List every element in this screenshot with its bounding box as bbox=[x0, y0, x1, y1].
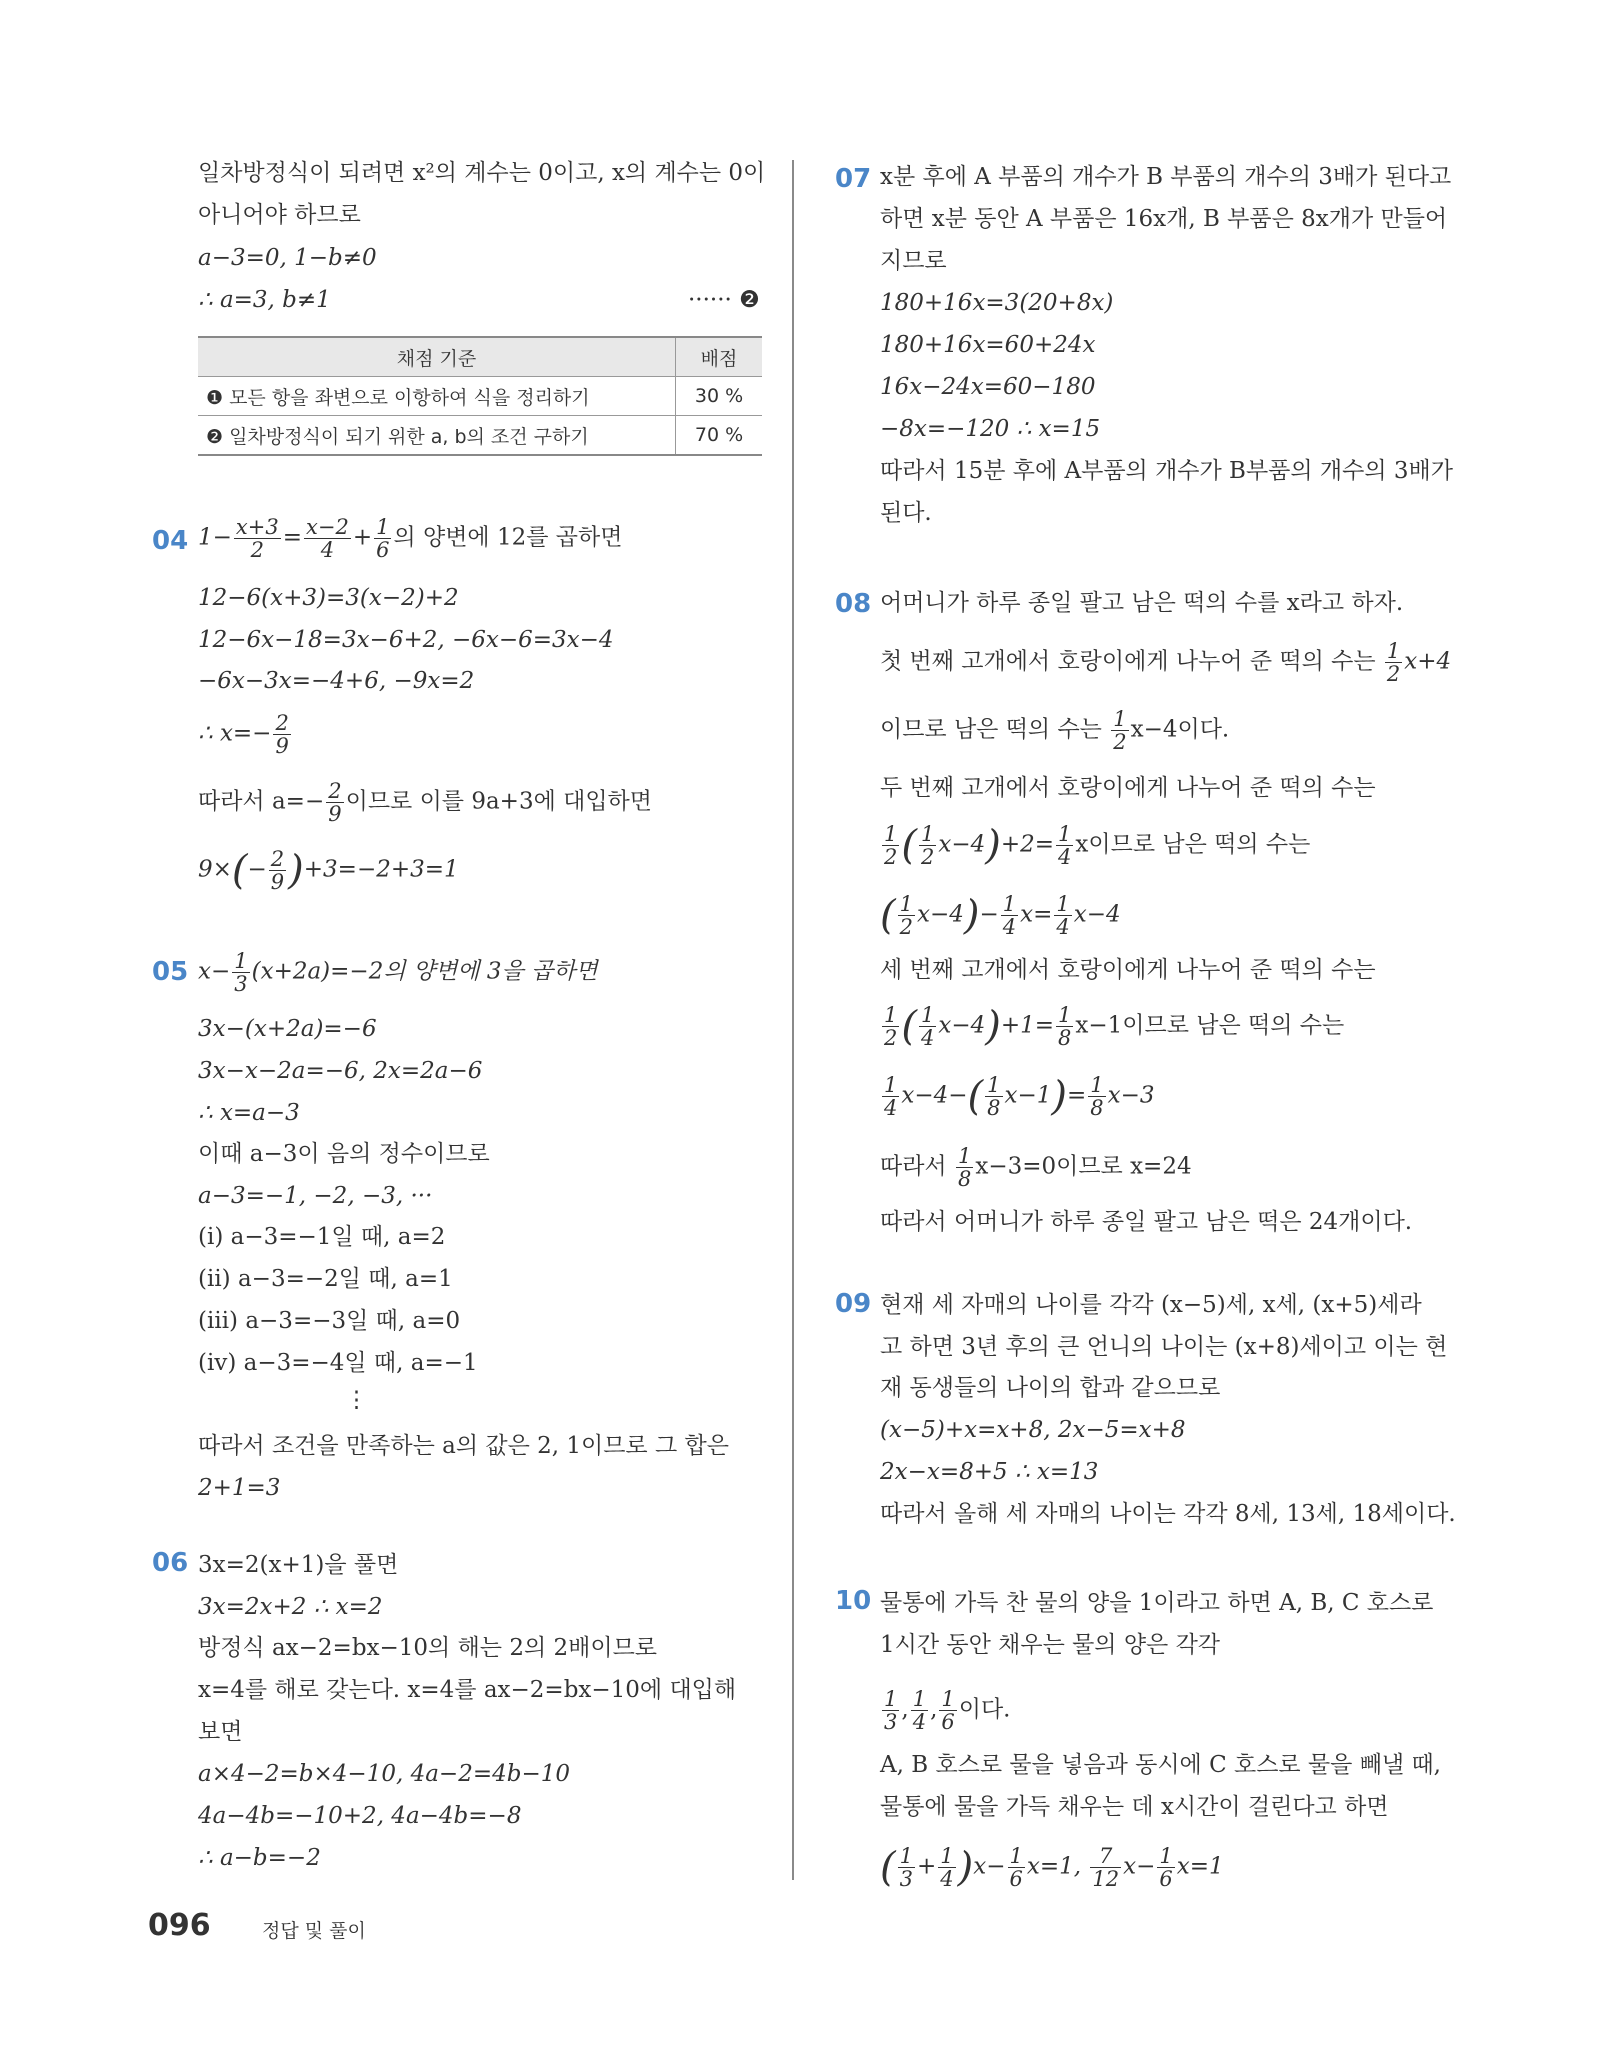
math-line: 1− $\frac{x+3}{2}$ = $\frac{x-2}{4}$ + $\frac{1}{6}$ 의 양변에 12를 곱하면 bbox=[198, 515, 623, 562]
grading-points: 70 % bbox=[676, 416, 763, 456]
text-line: 따라서 15분 후에 A부품의 개수가 B부품의 개수의 3배가 bbox=[880, 458, 1453, 484]
text-line: 방정식 ax−2=bx−10의 해는 2의 2배이므로 bbox=[198, 1635, 658, 1661]
math-line: 2+1=3 bbox=[198, 1475, 281, 1501]
math-line: 2x−x=8+5 ∴ x=13 bbox=[880, 1459, 1099, 1485]
grading-header-points: 배점 bbox=[676, 337, 763, 377]
text-line: 따라서 a=− $\frac{2}{9}$ 이므로 이를 9a+3에 대입하면 bbox=[198, 779, 652, 826]
text-line: 재 동생들의 나이의 합과 같으므로 bbox=[880, 1375, 1221, 1401]
text-line: 두 번째 고개에서 호랑이에게 나누어 준 떡의 수는 bbox=[880, 775, 1376, 801]
text-line: 아니어야 하므로 bbox=[198, 202, 361, 228]
math-line: 3x−(x+2a)=−6 bbox=[198, 1016, 377, 1042]
math-line: 12−6x−18=3x−6+2, −6x−6=3x−4 bbox=[198, 627, 614, 653]
math-line: 180+16x=60+24x bbox=[880, 332, 1096, 358]
math-line: −6x−3x=−4+6, −9x=2 bbox=[198, 668, 475, 694]
problem-number: 08 bbox=[835, 589, 872, 619]
text-line: 물통에 가득 찬 물의 양을 1이라고 하면 A, B, C 호스로 bbox=[880, 1590, 1434, 1616]
footer-label: 정답 및 풀이 bbox=[262, 1920, 366, 1942]
text-line: x=4를 해로 갖는다. x=4를 ax−2=bx−10에 대입해 bbox=[198, 1677, 737, 1703]
text-line: (ⅱ) a−3=−2일 때, a=1 bbox=[198, 1266, 453, 1292]
text-line: 세 번째 고개에서 호랑이에게 나누어 준 떡의 수는 bbox=[880, 957, 1376, 983]
math-line: 12−6(x+3)=3(x−2)+2 bbox=[198, 585, 459, 611]
vertical-ellipsis: ⋮ bbox=[345, 1387, 368, 1413]
grading-table bbox=[198, 336, 762, 456]
text-line: x분 후에 A 부품의 개수가 B 부품의 개수의 3배가 된다고 bbox=[880, 164, 1452, 190]
column-divider bbox=[792, 160, 794, 1880]
math-line: ( $\frac{1}{3}$ + $\frac{1}{4}$ )x− $\frac{1}{6}$ x=1, $\frac{7}{12}$ x− $\frac{1}{6}$ x=1 bbox=[880, 1844, 1224, 1891]
math-line: 9×(− $\frac{2}{9}$ )+3=−2+3=1 bbox=[198, 847, 459, 894]
math-line: ∴ x=a−3 bbox=[198, 1100, 300, 1126]
math-line: ∴ a−b=−2 bbox=[198, 1845, 321, 1871]
math-line: 4a−4b=−10+2, 4a−4b=−8 bbox=[198, 1803, 522, 1829]
text-line: 따라서 $\frac{1}{8}$ x−3=0이므로 x=24 bbox=[880, 1144, 1192, 1191]
math-line: $\frac{1}{4}$ x−4−( $\frac{1}{8}$ x−1)= $\frac{1}{8}$ x−3 bbox=[884, 1073, 1155, 1120]
text-line: 하면 x분 동안 A 부품은 16x개, B 부품은 8x개가 만들어 bbox=[880, 206, 1448, 232]
grading-points: 30 % bbox=[676, 377, 763, 416]
text-line: 3x=2(x+1)을 풀면 bbox=[198, 1552, 399, 1578]
text-line: 보면 bbox=[198, 1719, 243, 1745]
grading-header-criteria: 채점 기준 bbox=[198, 337, 676, 377]
text-line: 물통에 물을 가득 채우는 데 x시간이 걸린다고 하면 bbox=[880, 1794, 1389, 1820]
problem-number: 04 bbox=[152, 526, 189, 556]
grading-criterion: ❷ 일차방정식이 되기 위한 a, b의 조건 구하기 bbox=[198, 416, 676, 456]
text-line: 이때 a−3이 음의 정수이므로 bbox=[198, 1141, 490, 1167]
text-line: 따라서 어머니가 하루 종일 팔고 남은 떡은 24개이다. bbox=[880, 1209, 1413, 1235]
step-marker: ······ ❷ bbox=[688, 287, 760, 313]
text-line: 된다. bbox=[880, 500, 932, 526]
math-line: $\frac{1}{2}$ ( $\frac{1}{2}$ x−4)+2= $\frac{1}{4}$ x이므로 남은 떡의 수는 bbox=[884, 822, 1311, 869]
text-line: 현재 세 자매의 나이를 각각 (x−5)세, x세, (x+5)세라 bbox=[880, 1292, 1422, 1318]
math-line: 180+16x=3(20+8x) bbox=[880, 290, 1114, 316]
math-line: 3x−x−2a=−6, 2x=2a−6 bbox=[198, 1058, 483, 1084]
text-line: 지므로 bbox=[880, 248, 947, 274]
text-line: 고 하면 3년 후의 큰 언니의 나이는 (x+8)세이고 이는 현 bbox=[880, 1334, 1448, 1360]
math-line: x− $\frac{1}{3}$ (x+2a)=−2의 양변에 3을 곱하면 bbox=[198, 949, 598, 996]
problem-number: 10 bbox=[835, 1586, 872, 1616]
text-line: 1시간 동안 채우는 물의 양은 각각 bbox=[880, 1632, 1221, 1658]
problem-number: 05 bbox=[152, 957, 189, 987]
math-line: 16x−24x=60−180 bbox=[880, 374, 1096, 400]
text-line: A, B 호스로 물을 넣음과 동시에 C 호스로 물을 빼낼 때, bbox=[880, 1752, 1441, 1778]
math-line: a−3=−1, −2, −3, ··· bbox=[198, 1183, 433, 1209]
problem-number: 09 bbox=[835, 1289, 872, 1319]
text-line: 따라서 조건을 만족하는 a의 값은 2, 1이므로 그 합은 bbox=[198, 1433, 729, 1459]
math-line: 3x=2x+2 ∴ x=2 bbox=[198, 1594, 383, 1620]
grading-criterion: ❶ 모든 항을 좌변으로 이항하여 식을 정리하기 bbox=[198, 377, 676, 416]
math-line: a×4−2=b×4−10, 4a−2=4b−10 bbox=[198, 1761, 570, 1787]
text-line: $\frac{1}{3}$ , $\frac{1}{4}$ , $\frac{1}{6}$ 이다. bbox=[884, 1687, 1011, 1734]
text-line: 따라서 올해 세 자매의 나이는 각각 8세, 13세, 18세이다. bbox=[880, 1501, 1456, 1527]
problem-number: 06 bbox=[152, 1548, 189, 1578]
text-line: 어머니가 하루 종일 팔고 남은 떡의 수를 x라고 하자. bbox=[880, 590, 1404, 616]
text-line: 일차방정식이 되려면 x²의 계수는 0이고, x의 계수는 0이 bbox=[198, 160, 766, 186]
text-line: (ⅲ) a−3=−3일 때, a=0 bbox=[198, 1308, 461, 1334]
math-line: (x−5)+x=x+8, 2x−5=x+8 bbox=[880, 1417, 1186, 1443]
math-line: −8x=−120 ∴ x=15 bbox=[880, 416, 1101, 442]
math-line: $\frac{1}{2}$ ( $\frac{1}{4}$ x−4)+1= $\frac{1}{8}$ x−1이므로 남은 떡의 수는 bbox=[884, 1003, 1345, 1050]
text-line: (ⅰ) a−3=−1일 때, a=2 bbox=[198, 1224, 446, 1250]
problem-number: 07 bbox=[835, 164, 872, 194]
math-line: ∴ x=− $\frac{2}{9}$ bbox=[198, 711, 289, 758]
text-line: (ⅳ) a−3=−4일 때, a=−1 bbox=[198, 1350, 478, 1376]
math-line: a−3=0, 1−b≠0 bbox=[198, 245, 377, 271]
math-line: ∴ a=3, b≠1 bbox=[198, 287, 331, 313]
math-line: ( $\frac{1}{2}$ x−4)− $\frac{1}{4}$ x= $\frac{1}{4}$ x−4 bbox=[880, 892, 1121, 939]
page-number: 096 bbox=[148, 1908, 211, 1943]
text-line: 첫 번째 고개에서 호랑이에게 나누어 준 떡의 수는 $\frac{1}{2}$ x+4 bbox=[880, 639, 1452, 686]
text-line: 이므로 남은 떡의 수는 $\frac{1}{2}$ x−4이다. bbox=[880, 707, 1230, 754]
